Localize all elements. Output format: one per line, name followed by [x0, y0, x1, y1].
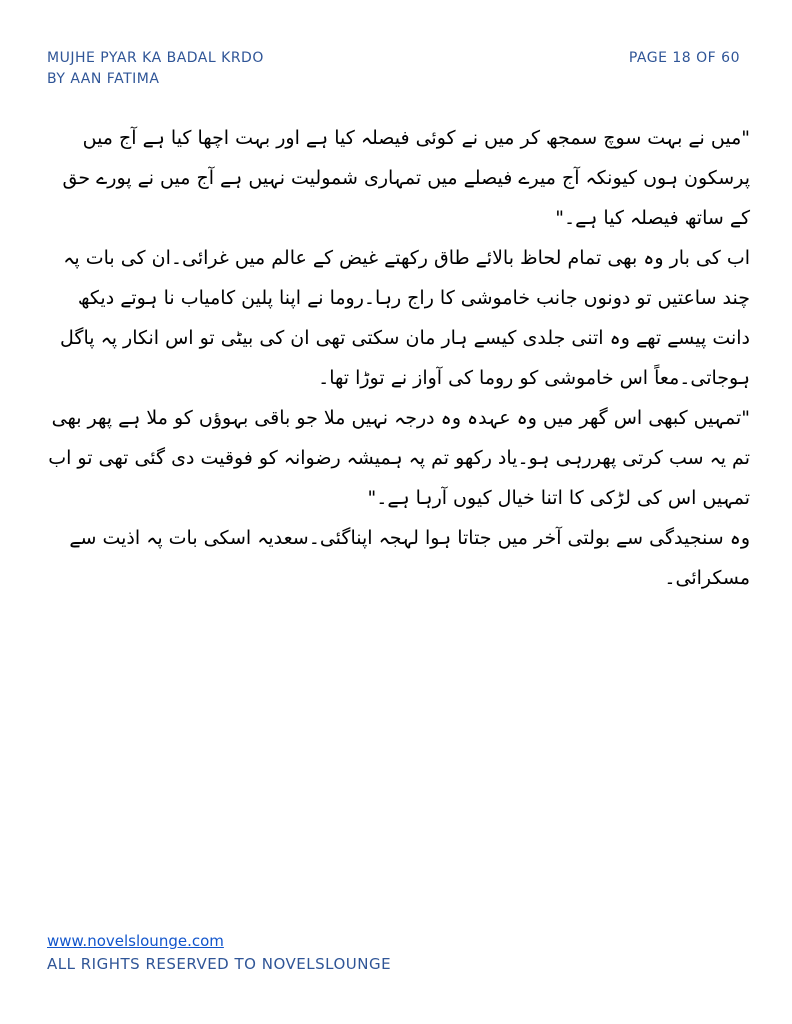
- page-number: PAGE 18 OF 60: [628, 50, 740, 66]
- author-line: BY AAN FATIMA: [47, 71, 160, 87]
- paragraph: وہ سنجیدگی سے بولتی آخر میں جتاتا ہوا لہجہ اپناگئی۔سعدیہ اسکی بات پہ اذیت سے مسکرائی۔: [69, 527, 750, 589]
- rights-notice: ALL RIGHTS RESERVED TO NOVELSLOUNGE: [47, 955, 392, 973]
- paragraph: "تمہیں کبھی اس گھر میں وہ عہدہ وہ درجہ نہیں ملا جو باقی بہوؤں کو ملا ہے پھر بھی تم یہ سب کرتی پھررہی ہو۔یاد رکھو تم پہ ہمیشہ رضوانہ کو فوقیت دی گئی تھی تو اب تمہیں اس کی لڑکی کا اتنا خیال کیوں آرہا ہے۔": [48, 407, 750, 509]
- website-link[interactable]: www.novelslounge.com: [47, 932, 224, 950]
- paragraph: "میں نے بہت سوچ سمجھ کر میں نے کوئی فیصلہ کیا ہے اور بہت اچھا کیا ہے آج میں پرسکون ہوں کیونکہ آج میرے فیصلے میں تمہاری شمولیت نہیں ہے آج میں نے پورے حق کے ساتھ فیصلہ کیا ہے۔": [62, 127, 750, 229]
- story-body: [42, 118, 750, 598]
- book-title: MUJHE PYAR KA BADAL KRDO: [47, 50, 264, 66]
- paragraph: اب کی بار وہ بھی تمام لحاظ بالائے طاق رکھتے غیض کے عالم میں غرائی۔ان کی بات پہ چند ساعتیں تو دونوں جانب خاموشی کا راج رہا۔روما نے اپنا پلین کامیاب نا ہوتے دیکھ دانت پیسے تھے وہ اتنی جلدی کیسے ہار مان سکتی تھی ان کی بیٹی تو اس انکار پہ پاگل ہوجاتی۔معاً اس خاموشی کو روما کی آواز نے توڑا تھا۔: [60, 247, 750, 389]
